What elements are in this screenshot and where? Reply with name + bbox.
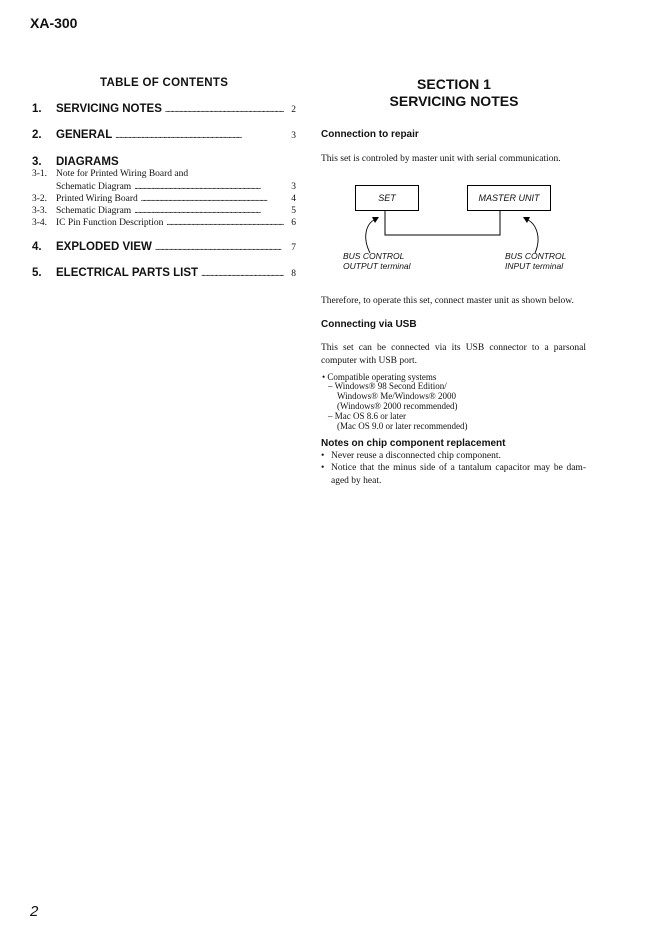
toc-entry-number: 2. bbox=[32, 129, 42, 141]
toc-leader bbox=[166, 217, 284, 227]
repair-after-text: Therefore, to operate this set, connect master unit as shown below. bbox=[321, 296, 574, 306]
toc-entry-number: 3. bbox=[32, 156, 42, 168]
toc-entry bbox=[32, 205, 296, 216]
right-label-line1: BUS CONTROL bbox=[505, 251, 567, 261]
toc-leader bbox=[134, 205, 284, 215]
toc-entry-number: 3-4. bbox=[32, 218, 48, 228]
output-terminal-label bbox=[343, 251, 411, 271]
toc-entry-page: 8 bbox=[291, 269, 296, 279]
toc-entry-label: EXPLODED VIEW bbox=[56, 241, 152, 253]
toc-entry-page: 3 bbox=[291, 131, 296, 141]
chip-bullet-text: Never reuse a disconnected chip component. bbox=[331, 451, 501, 461]
toc-leader bbox=[134, 181, 284, 191]
page-number: 2 bbox=[30, 903, 39, 920]
toc-leader bbox=[165, 104, 284, 114]
toc-entry-number: 4. bbox=[32, 241, 42, 253]
section-number: SECTION 1 bbox=[417, 76, 491, 92]
toc-entry-number: 5. bbox=[32, 267, 42, 279]
model-name: XA-300 bbox=[30, 15, 78, 31]
toc-entry bbox=[32, 241, 296, 253]
toc-entry-page: 3 bbox=[291, 182, 296, 192]
toc-leader bbox=[155, 242, 284, 252]
chip-heading: Notes on chip component replacement bbox=[321, 438, 506, 449]
usb-heading: Connecting via USB bbox=[321, 319, 417, 330]
toc-entry-label: IC Pin Function Description bbox=[56, 218, 164, 228]
toc-entry bbox=[32, 103, 296, 115]
toc-entry-number: 3-1. bbox=[32, 169, 48, 179]
toc-entry-label: DIAGRAMS bbox=[56, 156, 119, 168]
toc-leader bbox=[201, 268, 284, 278]
os-line: – Mac OS 8.6 or later bbox=[328, 411, 406, 421]
section-title bbox=[322, 76, 586, 110]
toc-entry-page: 2 bbox=[291, 105, 296, 115]
toc-title: TABLE OF CONTENTS bbox=[100, 77, 229, 89]
os-line: (Windows® 2000 recommended) bbox=[337, 401, 458, 411]
usb-text: This set can be connected via its USB connector to a parsonal computer with USB port. bbox=[321, 343, 586, 366]
os-line: Windows® Me/Windows® 2000 bbox=[337, 391, 456, 401]
toc-entry-number: 3-3. bbox=[32, 206, 48, 216]
toc-entry-label: Note for Printed Wiring Board and bbox=[56, 169, 189, 179]
toc-entry-label: Printed Wiring Board bbox=[56, 194, 138, 204]
set-box: SET bbox=[355, 185, 419, 211]
toc-entry-page: 4 bbox=[291, 194, 296, 204]
repair-heading: Connection to repair bbox=[321, 129, 419, 140]
toc-entry-label: Schematic Diagram bbox=[56, 182, 132, 192]
bullet-dot: • bbox=[321, 463, 325, 473]
toc-entry bbox=[32, 217, 296, 228]
toc-entry-page: 7 bbox=[291, 243, 296, 253]
master-unit-box: MASTER UNIT bbox=[467, 185, 551, 211]
chip-bullet-text: Notice that the minus side of a tantalum capacitor may be dam-aged by heat. bbox=[331, 463, 586, 486]
left-label-line1: BUS CONTROL bbox=[343, 251, 405, 261]
toc-entry bbox=[32, 181, 296, 192]
toc-entry bbox=[32, 267, 296, 279]
toc-leader bbox=[141, 193, 284, 203]
os-title: • Compatible operating systems bbox=[322, 372, 437, 382]
input-terminal-label bbox=[505, 251, 566, 271]
toc-entry-label: Schematic Diagram bbox=[56, 206, 132, 216]
toc-entry-label: GENERAL bbox=[56, 129, 113, 141]
left-label-line2: OUTPUT terminal bbox=[343, 261, 411, 271]
right-label-line2: INPUT terminal bbox=[505, 261, 564, 271]
toc-entry bbox=[32, 156, 296, 168]
toc-entry bbox=[32, 169, 296, 179]
os-line: (Mac OS 9.0 or later recommended) bbox=[337, 421, 468, 431]
toc-entry bbox=[32, 129, 296, 141]
toc-entry-label: SERVICING NOTES bbox=[56, 103, 162, 115]
toc-entry bbox=[32, 193, 296, 204]
toc-entry-number: 1. bbox=[32, 103, 42, 115]
os-line: – Windows® 98 Second Edition/ bbox=[328, 381, 447, 391]
repair-text: This set is controled by master unit with serial communication. bbox=[321, 154, 561, 164]
toc-entry-page: 5 bbox=[291, 206, 296, 216]
chip-bullet bbox=[321, 462, 586, 488]
toc-entry-number: 3-2. bbox=[32, 194, 48, 204]
toc-entry-label: ELECTRICAL PARTS LIST bbox=[56, 267, 199, 279]
toc-entry-page: 6 bbox=[291, 218, 296, 228]
bullet-dot: • bbox=[321, 451, 325, 461]
toc-leader bbox=[115, 130, 284, 140]
section-name: SERVICING NOTES bbox=[389, 93, 519, 109]
